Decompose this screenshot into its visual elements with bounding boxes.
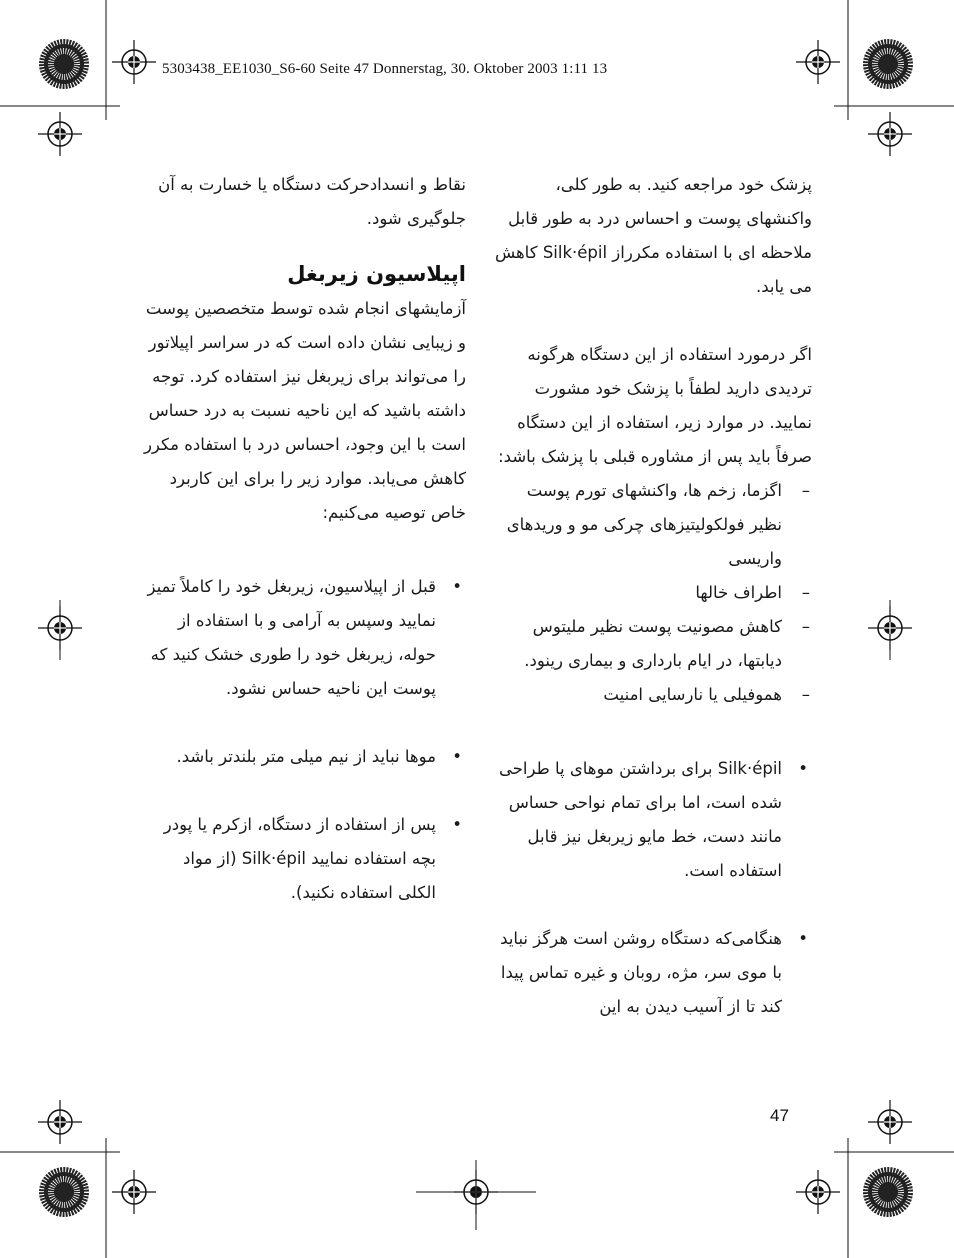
right-column	[490, 168, 812, 1024]
conditions-list	[490, 474, 812, 712]
usage-list	[490, 752, 812, 1024]
list-item: – هموفیلی یا نارسایی امنیت	[603, 685, 810, 704]
page-number: 47	[770, 1106, 789, 1125]
section-body: آزمایشهای انجام شده توسط متخصصین پوست و زیبایی نشان داده است که در سراسر اپیلاتور را می‌تواند برای زیربغل نیز استفاده کرد. توجه داشته باشید که این ناحیه نسبت به درد حساس است با این وجود، احساس درد با استفاده مکرر کاهش می‌یابد. موارد زیر را برای این کاربرد خاص توصیه می‌کنیم:	[143, 299, 466, 522]
list-item: – اطراف خالها	[695, 583, 810, 602]
list-item: • هنگامی‌که دستگاه روشن است هرگز نباید با موی سر، مژه، روبان و غیره تماس پیدا کند تا از آسیب دیدن به این	[500, 929, 808, 1016]
starburst-bottom-left	[39, 1167, 89, 1217]
starburst-bottom-right	[863, 1167, 913, 1217]
consultation-paragraph: اگر درمورد استفاده از این دستگاه هرگونه تردیدی دارید لطفاً با پزشک خود مشورت نمایید. در موارد زیر، استفاده از این دستگاه صرفاً باید پس از مشاوره قبلی با پزشک باشد:	[498, 345, 812, 466]
list-item: • پس از استفاده از دستگاه، ازکرم یا پودر بچه استفاده نمایید Silk·épil (از مواد الکلی استفاده نکنید).	[163, 815, 462, 902]
section-heading: اپیلاسیون زیربغل	[287, 262, 466, 286]
list-item: • قبل از اپیلاسیون، زیربغل خود را کاملاً تمیز نمایید وسپس به آرامی و با استفاده از حوله، زیربغل خود را طوری خشک کنید که پوست این ناحیه حساس نشود.	[147, 577, 462, 698]
underarm-tips-list	[140, 570, 466, 910]
list-item: • Silk·épil برای برداشتن موهای پا طراحی شده است، اما برای تمام نواحی حساس مانند دست، خط مایو زیربغل نیز قابل استفاده است.	[498, 759, 808, 880]
starburst-top-right	[863, 39, 913, 89]
continued-paragraph: نقاط و انسدادحرکت دستگاه یا خسارت به آن جلوگیری شود.	[158, 175, 466, 228]
list-item: – اگزما، زخم ها، واکنشهای تورم پوست نظیر فولکولیتیزهای چرکی مو و وریدهای واریسی	[506, 481, 810, 568]
list-item: – کاهش مصونیت پوست نظیر ملیتوس دیابتها، در ایام بارداری و بیماری رینود.	[524, 617, 810, 670]
list-item: • موها نباید از نیم میلی متر بلندتر باشد.	[176, 747, 462, 766]
intro-paragraph: پزشک خود مراجعه کنید. به طور کلی، واکنشهای پوست و احساس درد به طور قابل ملاحظه ای با استفاده مکرراز Silk·épil کاهش می یابد.	[494, 175, 812, 296]
left-column	[140, 168, 466, 910]
starburst-top-left	[39, 39, 89, 89]
print-slug-header: 5303438_EE1030_S6-60 Seite 47 Donnerstag, 30. Oktober 2003 1:11 13	[162, 61, 608, 77]
